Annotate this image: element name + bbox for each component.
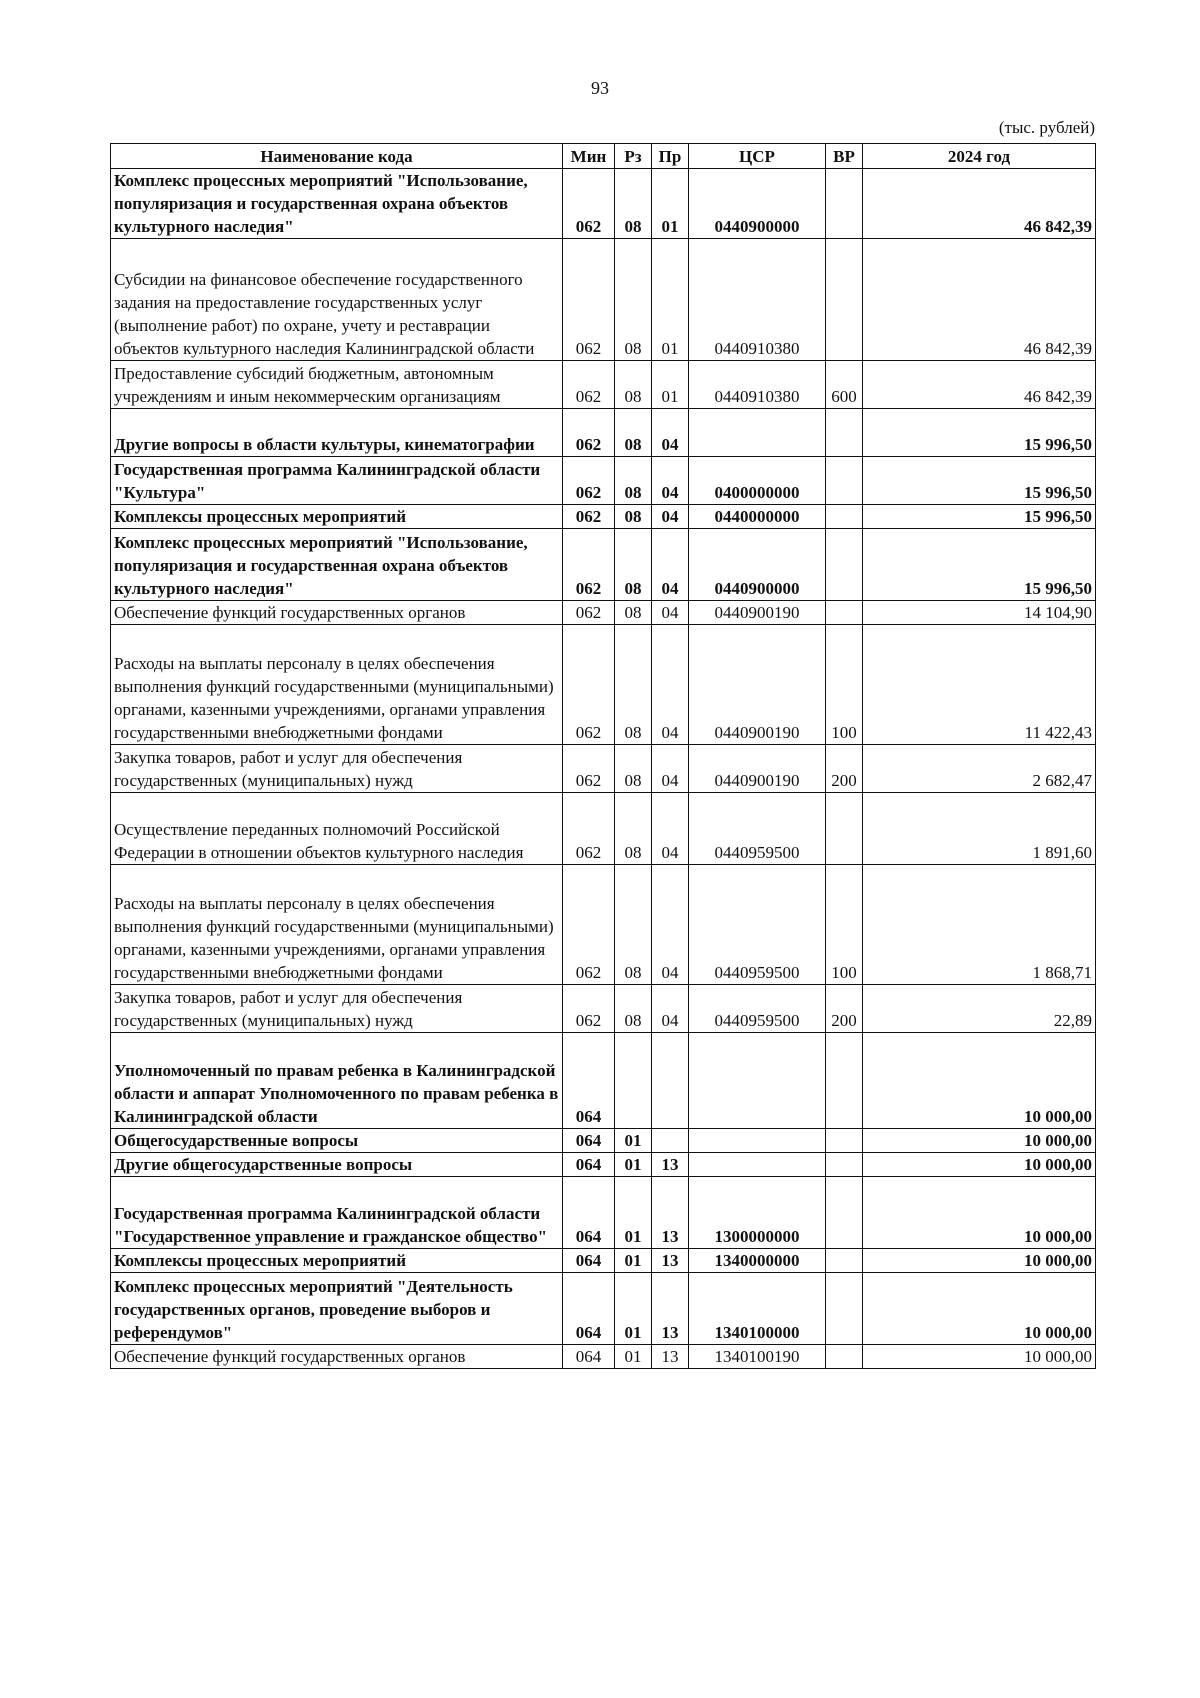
header-pr: Пр (652, 144, 689, 169)
cell-amount: 15 996,50 (863, 505, 1096, 529)
cell-amount: 15 996,50 (863, 529, 1096, 601)
cell-rz: 08 (615, 865, 652, 985)
cell-csr: 0400000000 (689, 457, 826, 505)
cell-amount: 10 000,00 (863, 1129, 1096, 1153)
cell-csr: 0440000000 (689, 505, 826, 529)
cell-amount: 10 000,00 (863, 1249, 1096, 1273)
cell-pr: 01 (652, 169, 689, 239)
table-row (111, 1273, 1096, 1345)
table-row (111, 865, 1096, 985)
cell-pr: 04 (652, 601, 689, 625)
cell-vr (826, 409, 863, 457)
cell-vr: 100 (826, 625, 863, 745)
cell-amount: 10 000,00 (863, 1273, 1096, 1345)
cell-vr (826, 1129, 863, 1153)
cell-amount: 1 868,71 (863, 865, 1096, 985)
cell-csr (689, 1129, 826, 1153)
cell-pr: 01 (652, 361, 689, 409)
table-row (111, 985, 1096, 1033)
table-row (111, 529, 1096, 601)
cell-min: 062 (563, 409, 615, 457)
table-row (111, 457, 1096, 505)
cell-min: 062 (563, 529, 615, 601)
cell-name: Расходы на выплаты персоналу в целях обеспечения выполнения функций государственными (муниципальными) органами, казенными учреждениями, органами управления государственными внебюджетными фондами (111, 625, 563, 745)
cell-vr (826, 529, 863, 601)
cell-vr: 100 (826, 865, 863, 985)
cell-rz: 08 (615, 239, 652, 361)
cell-amount: 14 104,90 (863, 601, 1096, 625)
header-amount: 2024 год (863, 144, 1096, 169)
cell-min: 062 (563, 361, 615, 409)
table-row (111, 409, 1096, 457)
cell-rz: 01 (615, 1345, 652, 1369)
cell-name: Комплекс процессных мероприятий "Деятельность государственных органов, проведение выборов и референдумов" (111, 1273, 563, 1345)
cell-pr: 13 (652, 1153, 689, 1177)
cell-vr: 200 (826, 985, 863, 1033)
cell-rz: 08 (615, 457, 652, 505)
cell-vr (826, 169, 863, 239)
cell-name: Закупка товаров, работ и услуг для обеспечения государственных (муниципальных) нужд (111, 745, 563, 793)
cell-pr (652, 1033, 689, 1129)
cell-min: 064 (563, 1153, 615, 1177)
cell-name: Обеспечение функций государственных органов (111, 601, 563, 625)
cell-vr (826, 601, 863, 625)
units-note: (тыс. рублей) (998, 118, 1095, 137)
cell-pr: 04 (652, 985, 689, 1033)
cell-csr: 0440900190 (689, 601, 826, 625)
cell-name: Государственная программа Калининградской области "Культура" (111, 457, 563, 505)
cell-min: 064 (563, 1273, 615, 1345)
cell-pr: 04 (652, 457, 689, 505)
cell-csr: 0440910380 (689, 361, 826, 409)
table-row (111, 361, 1096, 409)
cell-csr: 0440910380 (689, 239, 826, 361)
cell-min: 062 (563, 865, 615, 985)
cell-name: Субсидии на финансовое обеспечение государственного задания на предоставление государственных услуг (выполнение работ) по охране, учету и реставрации объектов культурного наследия Калининградской области (111, 239, 563, 361)
table-header-row (111, 144, 1096, 169)
cell-amount: 15 996,50 (863, 457, 1096, 505)
cell-rz: 01 (615, 1249, 652, 1273)
cell-csr: 0440959500 (689, 793, 826, 865)
cell-vr (826, 793, 863, 865)
cell-csr: 0440900000 (689, 169, 826, 239)
cell-csr: 1340100000 (689, 1273, 826, 1345)
cell-min: 062 (563, 985, 615, 1033)
cell-rz: 01 (615, 1177, 652, 1249)
cell-rz: 08 (615, 793, 652, 865)
cell-csr (689, 409, 826, 457)
cell-min: 064 (563, 1129, 615, 1153)
cell-amount: 10 000,00 (863, 1033, 1096, 1129)
cell-pr: 04 (652, 865, 689, 985)
cell-min: 062 (563, 793, 615, 865)
cell-name: Закупка товаров, работ и услуг для обеспечения государственных (муниципальных) нужд (111, 985, 563, 1033)
cell-min: 062 (563, 625, 615, 745)
cell-name: Государственная программа Калининградской области "Государственное управление и гражданское общество" (111, 1177, 563, 1249)
table-row (111, 1129, 1096, 1153)
cell-amount: 46 842,39 (863, 361, 1096, 409)
page-number: 93 (591, 78, 609, 98)
cell-vr (826, 239, 863, 361)
cell-amount: 15 996,50 (863, 409, 1096, 457)
table-row (111, 169, 1096, 239)
cell-name: Комплексы процессных мероприятий (111, 505, 563, 529)
cell-pr: 04 (652, 409, 689, 457)
table-row (111, 625, 1096, 745)
cell-amount: 46 842,39 (863, 239, 1096, 361)
header-name: Наименование кода (111, 144, 563, 169)
cell-vr (826, 1033, 863, 1129)
cell-name: Другие вопросы в области культуры, кинематографии (111, 409, 563, 457)
cell-min: 062 (563, 745, 615, 793)
cell-pr: 13 (652, 1177, 689, 1249)
table-row (111, 1249, 1096, 1273)
cell-rz: 08 (615, 529, 652, 601)
cell-rz: 08 (615, 625, 652, 745)
cell-vr (826, 1345, 863, 1369)
cell-csr: 0440900000 (689, 529, 826, 601)
cell-pr: 01 (652, 239, 689, 361)
cell-name: Комплекс процессных мероприятий "Использование, популяризация и государственная охрана объектов культурного наследия" (111, 529, 563, 601)
cell-csr (689, 1033, 826, 1129)
cell-pr: 04 (652, 529, 689, 601)
cell-rz: 01 (615, 1129, 652, 1153)
cell-pr: 13 (652, 1249, 689, 1273)
cell-pr: 04 (652, 505, 689, 529)
cell-min: 062 (563, 505, 615, 529)
cell-name: Предоставление субсидий бюджетным, автономным учреждениям и иным некоммерческим организациям (111, 361, 563, 409)
cell-rz: 08 (615, 985, 652, 1033)
cell-name: Комплекс процессных мероприятий "Использование, популяризация и государственная охрана объектов культурного наследия" (111, 169, 563, 239)
cell-pr: 04 (652, 793, 689, 865)
cell-amount: 2 682,47 (863, 745, 1096, 793)
table-row (111, 1345, 1096, 1369)
table-row (111, 601, 1096, 625)
cell-amount: 22,89 (863, 985, 1096, 1033)
cell-min: 064 (563, 1345, 615, 1369)
cell-min: 062 (563, 601, 615, 625)
cell-amount: 46 842,39 (863, 169, 1096, 239)
cell-pr: 13 (652, 1273, 689, 1345)
cell-vr (826, 1153, 863, 1177)
cell-name: Осуществление переданных полномочий Российской Федерации в отношении объектов культурного наследия (111, 793, 563, 865)
cell-pr: 13 (652, 1345, 689, 1369)
table-row (111, 1177, 1096, 1249)
cell-rz: 01 (615, 1273, 652, 1345)
cell-min: 062 (563, 457, 615, 505)
cell-csr: 0440959500 (689, 985, 826, 1033)
cell-csr: 1340000000 (689, 1249, 826, 1273)
table-row (111, 505, 1096, 529)
cell-amount: 10 000,00 (863, 1177, 1096, 1249)
table-row (111, 745, 1096, 793)
cell-amount: 10 000,00 (863, 1345, 1096, 1369)
cell-name: Уполномоченный по правам ребенка в Калининградской области и аппарат Уполномоченного по правам ребенка в Калининградской области (111, 1033, 563, 1129)
header-rz: Рз (615, 144, 652, 169)
cell-amount: 10 000,00 (863, 1153, 1096, 1177)
cell-rz: 08 (615, 361, 652, 409)
cell-name: Другие общегосударственные вопросы (111, 1153, 563, 1177)
cell-csr: 0440900190 (689, 745, 826, 793)
cell-rz: 01 (615, 1153, 652, 1177)
table-row (111, 793, 1096, 865)
cell-rz: 08 (615, 505, 652, 529)
cell-min: 062 (563, 239, 615, 361)
cell-name: Обеспечение функций государственных органов (111, 1345, 563, 1369)
cell-min: 064 (563, 1177, 615, 1249)
cell-rz: 08 (615, 601, 652, 625)
cell-name: Комплексы процессных мероприятий (111, 1249, 563, 1273)
cell-pr: 04 (652, 625, 689, 745)
header-csr: ЦСР (689, 144, 826, 169)
cell-vr (826, 457, 863, 505)
cell-name: Общегосударственные вопросы (111, 1129, 563, 1153)
budget-table (110, 143, 1096, 1369)
cell-rz: 08 (615, 409, 652, 457)
cell-min: 062 (563, 169, 615, 239)
cell-vr (826, 1177, 863, 1249)
cell-vr (826, 1249, 863, 1273)
cell-vr (826, 505, 863, 529)
cell-rz (615, 1033, 652, 1129)
cell-pr (652, 1129, 689, 1153)
cell-csr: 0440959500 (689, 865, 826, 985)
cell-rz: 08 (615, 745, 652, 793)
cell-min: 064 (563, 1033, 615, 1129)
cell-amount: 1 891,60 (863, 793, 1096, 865)
cell-csr: 0440900190 (689, 625, 826, 745)
cell-csr: 1300000000 (689, 1177, 826, 1249)
cell-name: Расходы на выплаты персоналу в целях обеспечения выполнения функций государственными (муниципальными) органами, казенными учреждениями, органами управления государственными внебюджетными фондами (111, 865, 563, 985)
cell-amount: 11 422,43 (863, 625, 1096, 745)
header-min: Мин (563, 144, 615, 169)
cell-vr (826, 1273, 863, 1345)
table-row (111, 239, 1096, 361)
cell-min: 064 (563, 1249, 615, 1273)
cell-pr: 04 (652, 745, 689, 793)
header-vr: ВР (826, 144, 863, 169)
cell-csr (689, 1153, 826, 1177)
cell-vr: 200 (826, 745, 863, 793)
cell-rz: 08 (615, 169, 652, 239)
table-row (111, 1033, 1096, 1129)
cell-csr: 1340100190 (689, 1345, 826, 1369)
table-row (111, 1153, 1096, 1177)
cell-vr: 600 (826, 361, 863, 409)
